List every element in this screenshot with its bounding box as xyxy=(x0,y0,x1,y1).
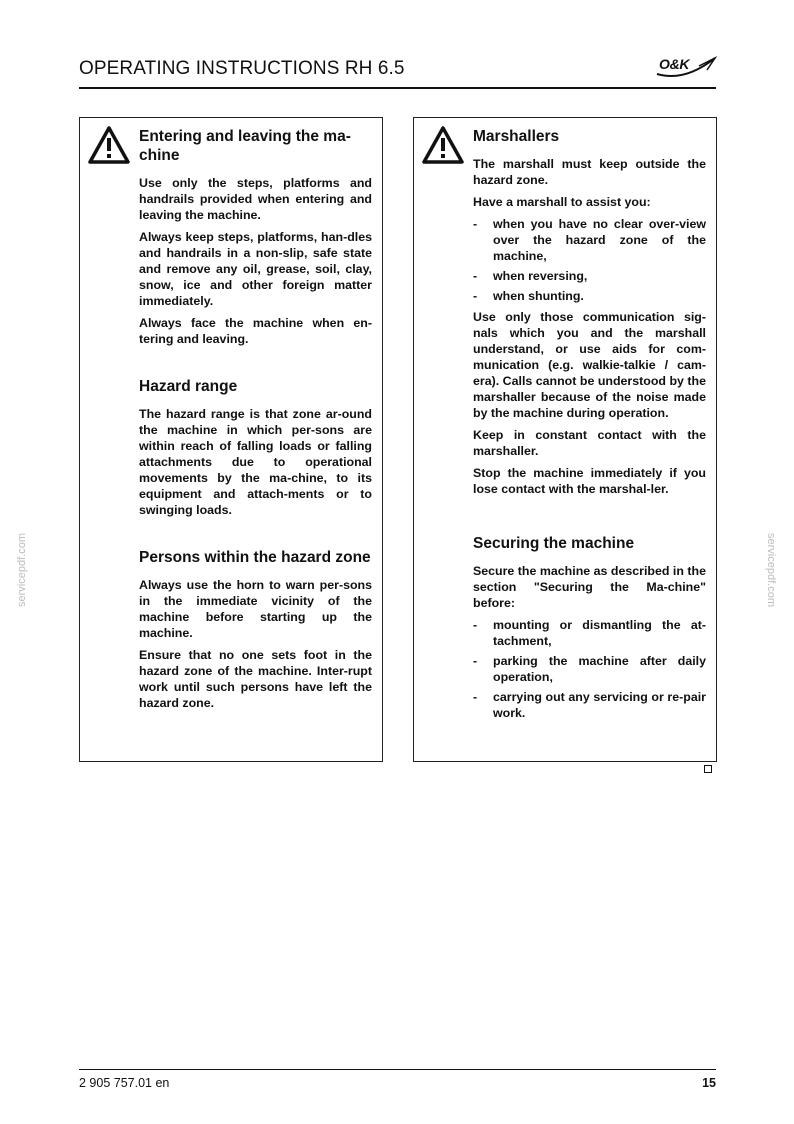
paragraph: Ensure that no one sets foot in the hazard zone of the machine. Inter-rupt work until such persons have left the hazard zone. xyxy=(139,648,372,710)
end-of-section-square-icon xyxy=(704,765,712,773)
brand-logo xyxy=(655,52,717,82)
bullet-dash: - xyxy=(473,618,478,632)
list-item-text: carrying out any servicing or re-pair work. xyxy=(493,690,706,720)
paragraph: Always face the machine when en-tering and leaving. xyxy=(139,316,372,346)
bullet-dash: - xyxy=(473,269,478,283)
list-item xyxy=(473,216,706,264)
list-item xyxy=(473,268,706,284)
watermark-right: servicepdf.com xyxy=(765,533,777,607)
list-item-text: parking the machine after daily operation, xyxy=(493,654,706,684)
paragraph: Keep in constant contact with the marshaller. xyxy=(473,428,706,458)
paragraph: The marshall must keep outside the hazard zone. xyxy=(473,157,706,187)
paragraph: Use only the steps, platforms and handrails provided when entering and leaving the machine. xyxy=(139,176,372,222)
list-item-text: when reversing, xyxy=(493,269,588,283)
warning-triangle-icon xyxy=(88,126,130,164)
paragraph: Stop the machine immediately if you lose contact with the marshal-ler. xyxy=(473,466,706,496)
paragraph: Always use the horn to warn per-sons in the immediate vicinity of the machine before starting up the machine. xyxy=(139,578,372,640)
left-box-content xyxy=(139,127,372,717)
header-rule xyxy=(79,87,716,89)
bullet-list-securing xyxy=(473,617,706,721)
section-heading-entering: Entering and leaving the ma-chine xyxy=(139,128,351,164)
list-item xyxy=(473,689,706,721)
safety-box-left xyxy=(79,117,383,762)
paragraph: Use only those communication sig-nals which you and the marshall understand, or use aids for com-munication (e.g. walkie-talkie / cam-era). Calls cannot be understood by the marshaller because of the noise made by the machine during operation. xyxy=(473,310,706,420)
bullet-dash: - xyxy=(473,217,478,231)
list-item-text: mounting or dismantling the at-tachment, xyxy=(493,618,706,648)
paragraph: The hazard range is that zone ar-ound the machine in which per-sons are within reach of falling loads or falling attachments due to operational movements by the ma-chine, to its equipment and attach-ments or to swinging loads. xyxy=(139,407,372,517)
section-heading-marshallers: Marshallers xyxy=(473,128,560,145)
safety-box-right xyxy=(413,117,717,762)
list-item xyxy=(473,617,706,649)
section-heading-hazard-range: Hazard range xyxy=(139,378,238,395)
paragraph: Have a marshall to assist you: xyxy=(473,195,651,209)
document-number: 2 905 757.01 en xyxy=(79,1076,170,1090)
footer-rule xyxy=(79,1069,716,1070)
list-item xyxy=(473,653,706,685)
section-heading-securing: Securing the machine xyxy=(473,535,635,552)
paragraph: Always keep steps, platforms, han-dles and handrails in a non-slip, safe state and remove any oil, grease, soil, clay, snow, ice and other foreign matter immediately. xyxy=(139,230,372,308)
bullet-list-marshall xyxy=(473,216,706,304)
brand-logo-text: O&K xyxy=(659,56,690,72)
right-box-content xyxy=(473,127,706,726)
bullet-dash: - xyxy=(473,654,478,668)
paragraph: Secure the machine as described in the section "Securing the Ma-chine" before: xyxy=(473,564,706,610)
list-item-text: when shunting. xyxy=(493,289,584,303)
section-heading-persons-hazard-zone: Persons within the hazard zone xyxy=(139,549,371,566)
bullet-dash: - xyxy=(473,289,478,303)
page-header-title: OPERATING INSTRUCTIONS RH 6.5 xyxy=(79,58,405,79)
bullet-dash: - xyxy=(473,690,478,704)
list-item xyxy=(473,288,706,304)
list-item-text: when you have no clear over-view over the hazard zone of the machine, xyxy=(493,217,706,263)
page-number: 15 xyxy=(702,1076,716,1090)
logo-swoosh-icon xyxy=(655,52,717,82)
warning-triangle-icon xyxy=(422,126,464,164)
watermark-left: servicepdf.com xyxy=(16,533,28,607)
